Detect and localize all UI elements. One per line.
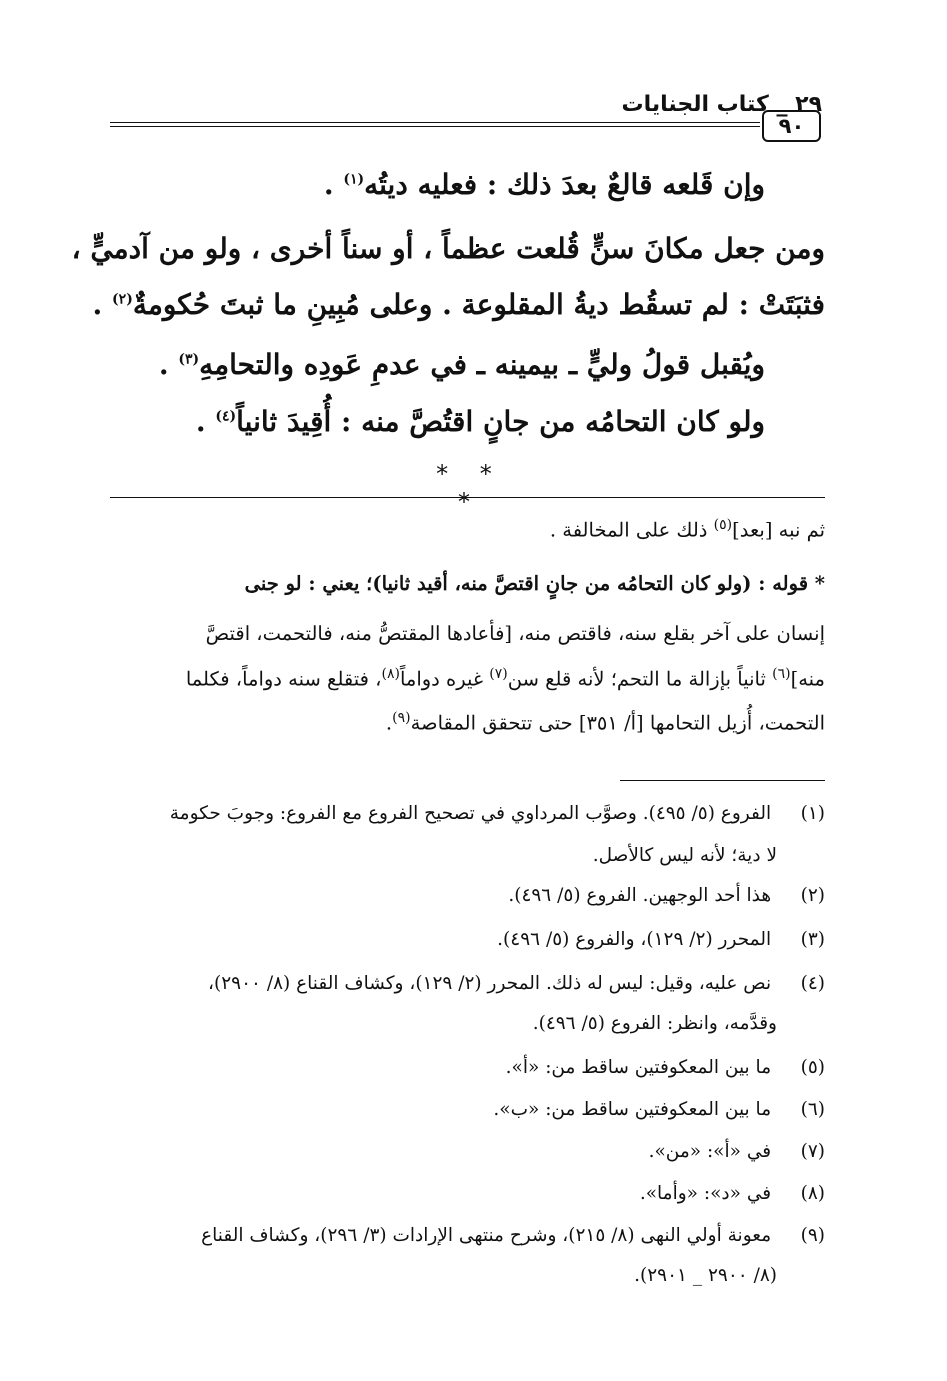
footnote-text: الفروع (٥/ ٤٩٥). وصوَّب المرداوي في تصحيح الفروع مع الفروع: وجوبَ حكومة <box>169 803 772 824</box>
footnote-continuation: وقدَّمه، وانظر: الفروع (٥/ ٤٩٦). <box>532 1013 777 1034</box>
footnote-number: (٦) <box>800 1099 825 1120</box>
header-rule <box>110 122 760 123</box>
footnote <box>508 885 825 906</box>
main-text-line: ولو كان التحامُه من جانٍ اقتُصَّ منه : أُقِيدَ ثانياً$^{(٤)}$ . <box>195 405 765 438</box>
footnote-ref: (٧) <box>489 666 508 682</box>
footnote-number: (٨) <box>800 1183 825 1204</box>
footnote-text: المحرر (٢/ ١٢٩)، والفروع (٥/ ٤٩٦). <box>497 929 772 950</box>
footnote-number: (١) <box>800 803 825 824</box>
main-text-line: فثبَتَتْ : لم تسقُط ديةُ المقلوعة . وعلى مُبِينِ ما ثبتَ حُكومةٌ$^{(٢)}$ . <box>92 288 825 321</box>
section-divider-stars: * * * <box>436 460 504 516</box>
footnote-ref: (٣) <box>178 351 200 368</box>
footnote <box>208 973 825 994</box>
footnote <box>649 1141 825 1162</box>
footnote-text: ما بين المعكوفتين ساقط من: «أ». <box>505 1057 772 1078</box>
footnote-number: (٩) <box>800 1225 825 1246</box>
footnote-text: في «د»: «وأما». <box>639 1183 772 1204</box>
page-number-box <box>762 110 821 142</box>
footnote-number: (٣) <box>800 929 825 950</box>
footnote <box>493 1099 825 1120</box>
commentary-line: إنسان على آخر بقلع سنه، فاقتص منه، [فأعادها المقتصُّ منه، فالتحمت، اقتصَّ <box>205 622 825 645</box>
commentary-line: التحمت، أُزيل التحامها [أ/ ٣٥١] حتى تتحقق المقاصة$^{(٩)}$. <box>385 710 825 735</box>
footnote-ref: (١) <box>343 171 365 188</box>
commentary-line: منه]$^{(٦)}$ ثانياً بإزالة ما التحم؛ لأنه قلع سن$^{(٧)}$ غيره دواماً$^{(٨)}$، فتقلع سنه دواماً، فكلما <box>185 666 825 691</box>
commentary-line: * قوله : (ولو كان التحامُه من جانٍ اقتصَّ منه، أقيد ثانيا)؛ يعني : لو جنى <box>244 572 825 595</box>
footnote-number: (٢) <box>800 885 825 906</box>
footnote-separator <box>620 780 825 781</box>
footnote-text: معونة أولي النهى (٨/ ٢١٥)، وشرح منتهى الإرادات (٣/ ٢٩٦)، وكشاف القناع <box>201 1225 772 1246</box>
footnote <box>640 1183 825 1204</box>
footnote-number: (٥) <box>800 1057 825 1078</box>
footnote-ref: (٦) <box>772 666 791 682</box>
main-text-line: وإن قَلعه قالعٌ بعدَ ذلك : فعليه ديتُه$^{(١)}$ . <box>323 168 765 201</box>
footnote-ref: (٩) <box>392 710 411 726</box>
footnote-text: في «أ»: «من». <box>648 1141 772 1162</box>
footnote-ref: (٥) <box>713 517 733 533</box>
footnote-ref: (٢) <box>112 291 133 308</box>
footnote <box>170 803 825 824</box>
header-rule <box>110 126 760 127</box>
footnote-continuation: لا دية؛ لأنه ليس كالأصل. <box>592 845 777 866</box>
footnote <box>201 1225 825 1246</box>
footnote-continuation: (٨/ ٢٩٠٠ _ ٢٩٠١). <box>634 1265 777 1286</box>
footnote-text: ما بين المعكوفتين ساقط من: «ب». <box>493 1099 772 1120</box>
running-header-title: ٢٩ _ كتاب الجنايات <box>621 92 822 117</box>
footnote-text: نص عليه، وقيل: ليس له ذلك. المحرر (٢/ ١٢٩)، وكشاف القناع (٨/ ٢٩٠٠)، <box>208 973 772 994</box>
main-text-line: ومن جعل مكانَ سنٍّ قُلعت عظماً ، أو سناً أخرى ، ولو من آدميٍّ ، <box>71 232 825 265</box>
footnote-number: (٧) <box>800 1141 825 1162</box>
main-text-line: ويُقبل قولُ وليٍّ ـ بيمينه ـ في عدمِ عَودِه والتحامِهِ$^{(٣)}$ . <box>158 348 765 381</box>
footnote-number: (٤) <box>800 973 825 994</box>
footnote <box>506 1057 825 1078</box>
footnote-text: هذا أحد الوجهين. الفروع (٥/ ٤٩٦). <box>508 885 772 906</box>
footnote-ref: (٤) <box>215 408 237 425</box>
commentary-line: ثم نبه [بعد]$^{(٥)}$ ذلك على المخالفة . <box>549 517 825 542</box>
page-number: ٩٠ <box>778 114 805 138</box>
footnote <box>497 929 825 950</box>
text-separator <box>110 497 825 498</box>
footnote-ref: (٨) <box>381 666 400 682</box>
